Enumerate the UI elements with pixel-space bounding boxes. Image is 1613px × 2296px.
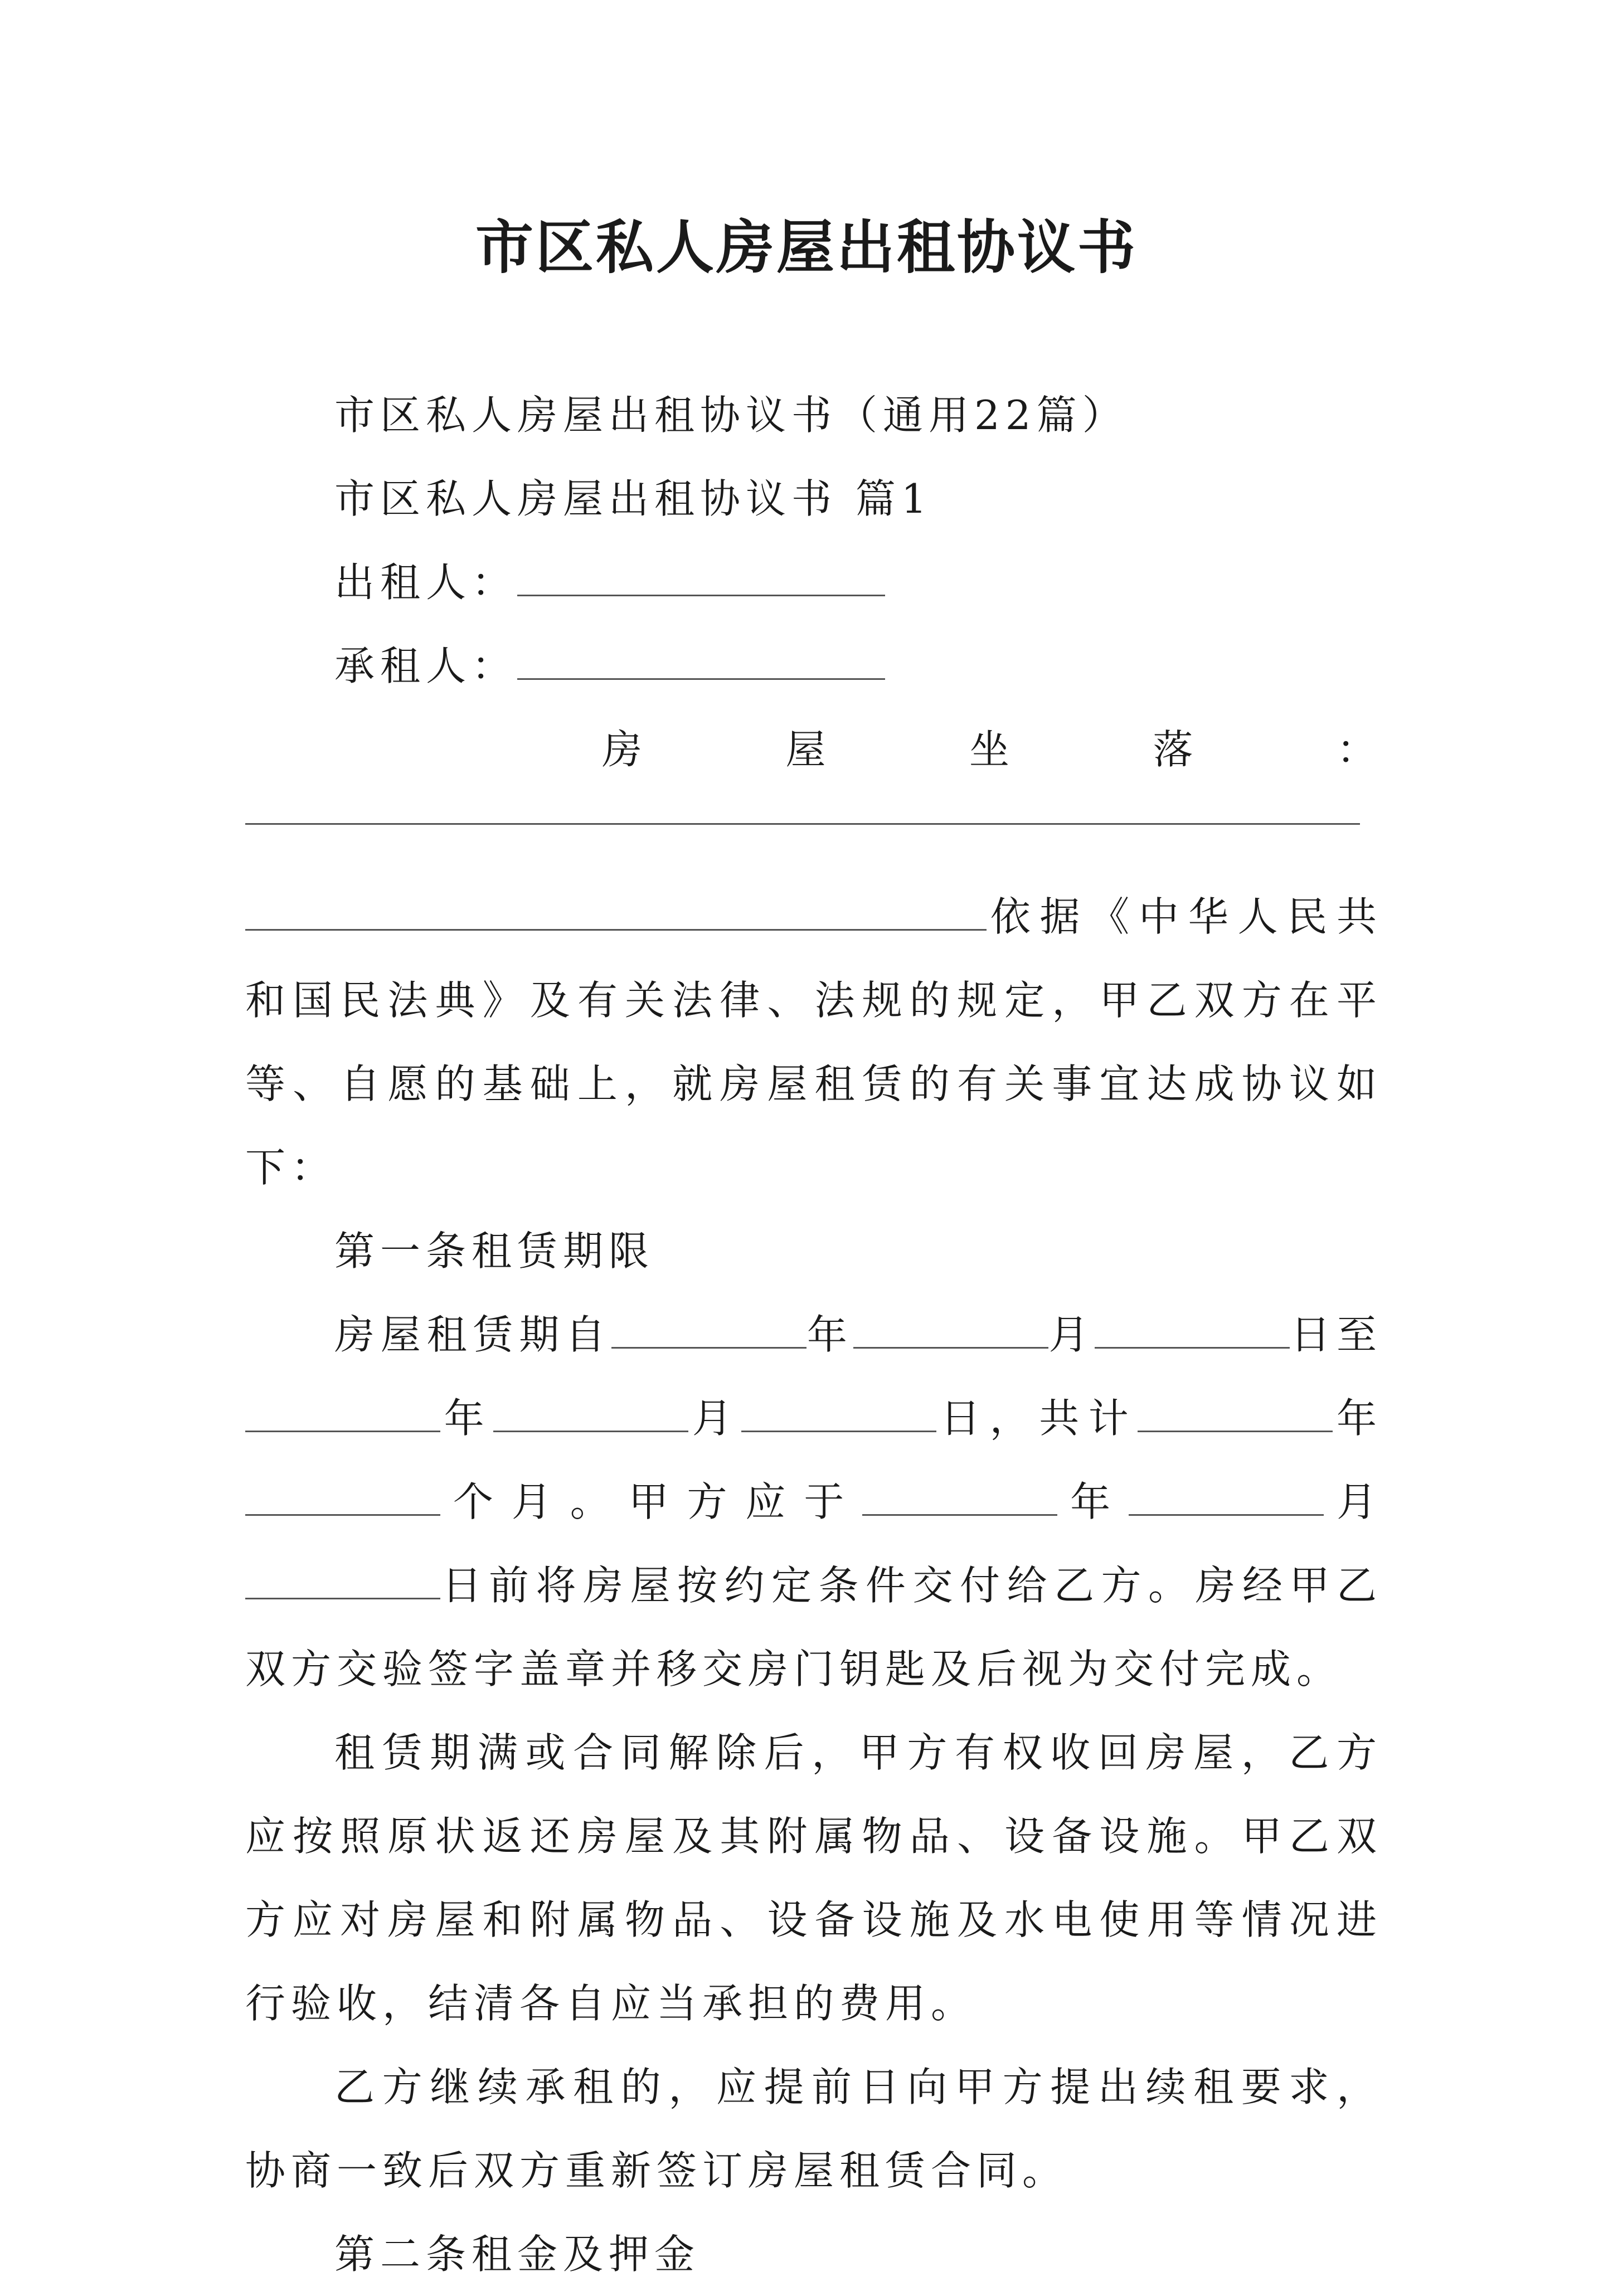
- lessee-label: 承租人：: [334, 643, 518, 689]
- term-paragraph: [245, 1293, 1382, 1711]
- lessor-line: [245, 541, 1382, 624]
- location-char: 落: [1153, 726, 1199, 773]
- term-text: 年: [440, 1395, 494, 1442]
- term-text: 年: [1333, 1395, 1382, 1442]
- subtitle: 市区私人房屋出租协议书（通用22篇）: [334, 392, 1128, 439]
- end-month-blank: [493, 1398, 688, 1432]
- basis-paragraph: [245, 875, 1382, 1209]
- document-body: [245, 373, 1382, 2296]
- term-text: 日至: [1290, 1311, 1382, 1358]
- renew-paragraph: 乙方继续承租的，应提前日向甲方提出续租要求，协商一致后双方重新签订房屋租赁合同。: [245, 2064, 1382, 2194]
- location-char: 房: [602, 726, 648, 773]
- term-text: 月: [688, 1395, 742, 1442]
- basis-text: 依据《中华人民共和国民法典》及有关法律、法规的规定，甲乙双方在平等、自愿的基础上，就房屋租赁的有关事宜达成协议如下：: [245, 893, 1382, 1191]
- total-year-blank: [1138, 1398, 1333, 1432]
- term-text: 年: [1057, 1478, 1129, 1525]
- location-line: [245, 708, 1382, 791]
- delivery-month-blank: [1129, 1482, 1324, 1516]
- total-month-blank: [245, 1482, 440, 1516]
- start-year-blank: [611, 1315, 807, 1349]
- end-day-blank: [741, 1398, 936, 1432]
- term-text: 月: [1324, 1478, 1382, 1525]
- start-day-blank: [1095, 1315, 1290, 1349]
- start-month-blank: [853, 1315, 1048, 1349]
- term-text: 年: [806, 1311, 853, 1358]
- term-text: 房屋租赁期自: [334, 1311, 611, 1358]
- end-year-blank: [245, 1398, 440, 1432]
- term-text: 月: [1048, 1311, 1095, 1358]
- location-char: ：: [1336, 726, 1382, 773]
- lessee-line: [245, 624, 1382, 708]
- lessor-blank: [517, 562, 885, 596]
- return-paragraph: 租赁期满或合同解除后，甲方有权收回房屋，乙方应按照原状返还房屋及其附属物品、设备设施。甲乙双方应对房屋和附属物品、设备设施及水电使用等情况进行验收，结清各自应当承担的费用。: [245, 1729, 1382, 2027]
- location-blank-2: [245, 897, 987, 931]
- lessor-label: 出租人：: [334, 559, 518, 606]
- term-text: 日前将房屋按约定条件交付给乙方。房经甲乙双方交验签字盖章并移交房门钥匙及后视为交付完成。: [245, 1562, 1382, 1692]
- section-heading: 市区私人房屋出租协议书 篇1: [334, 475, 932, 522]
- term-text: 日，共计: [936, 1395, 1138, 1442]
- document-title: 市区私人房屋出租协议书: [475, 213, 1138, 281]
- term-text: 个月。甲方应于: [440, 1478, 863, 1525]
- delivery-year-blank: [862, 1482, 1057, 1516]
- location-blank: [245, 791, 1382, 875]
- lessee-blank: [517, 646, 885, 680]
- article-2-heading: 第二条租金及押金: [334, 2231, 701, 2278]
- article-1-heading: 第一条租赁期限: [334, 1228, 655, 1275]
- location-char: 屋: [785, 726, 832, 773]
- location-char: 坐: [969, 726, 1015, 773]
- delivery-day-blank: [245, 1565, 440, 1599]
